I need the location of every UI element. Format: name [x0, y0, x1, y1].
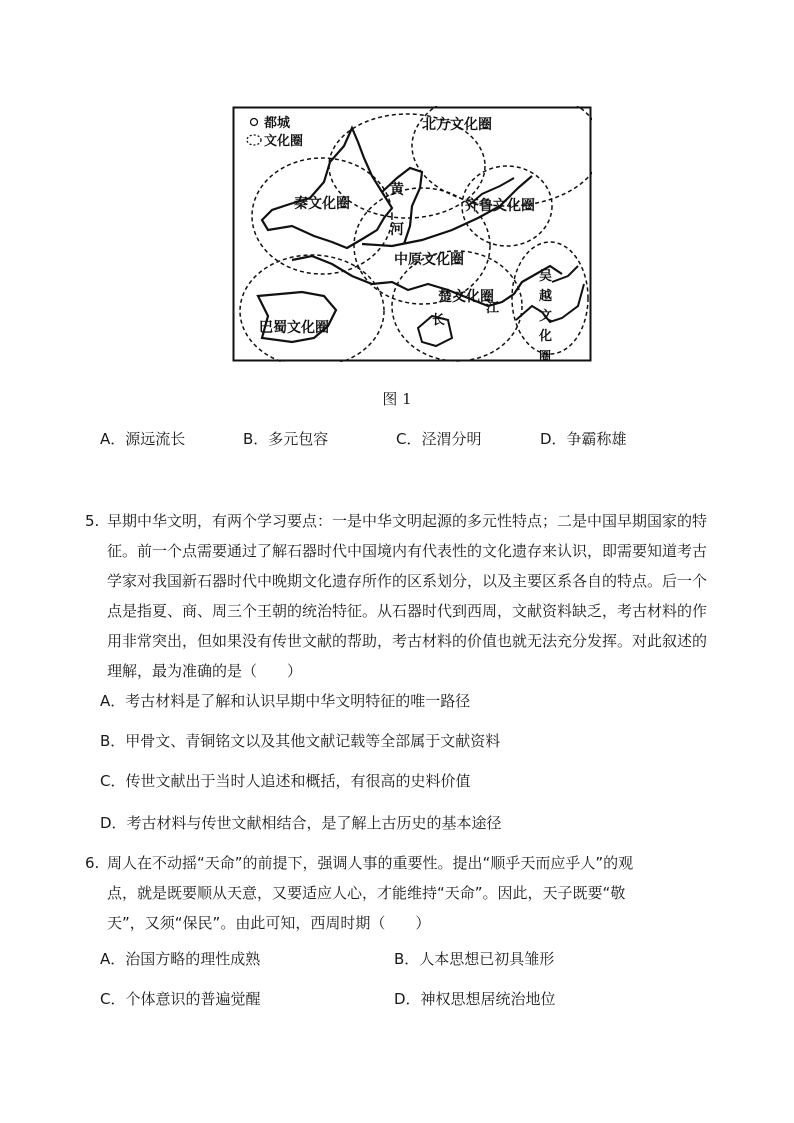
q6-option-d[interactable]: D．神权思想居统治地位: [394, 990, 556, 1008]
label-north: 北方文化圈: [422, 117, 492, 133]
q5-option-b[interactable]: B．甲骨文、青铜铭文以及其他文献记载等全部属于文献资料: [100, 732, 501, 750]
q4-option-d[interactable]: D．争霸称雄: [540, 430, 627, 448]
capital-legend-icon: [251, 119, 258, 126]
q5-line-3: 学家对我国新石器时代中晚期文化遗存所作的区系划分，以及主要区系各自的特点。后一个: [107, 572, 708, 590]
q5-option-a[interactable]: A．考古材料是了解和认识早期中华文明特征的唯一路径: [100, 692, 471, 710]
label-he: 河: [390, 222, 404, 238]
legend-circle: 文化圈: [264, 134, 304, 149]
question-6: [85, 848, 707, 938]
figure-caption: 图 1: [382, 390, 412, 408]
circle-bashu: [240, 255, 384, 362]
legend-capital: 都城: [264, 116, 291, 131]
q4-option-a[interactable]: A．源远流长: [100, 430, 186, 448]
q6-line-3: 天”，又须“保民”。由此可知，西周时期（ ）: [107, 914, 431, 932]
q5-line-4: 点是指夏、商、周三个王朝的统治特征。从石器时代到西周，文献资料缺乏，考古材料的作: [107, 602, 708, 620]
label-jiang: 江: [486, 301, 500, 316]
label-chang: 长: [432, 313, 446, 328]
q5-option-d[interactable]: D．考古材料与传世文献相结合，是了解上古历史的基本途径: [100, 814, 502, 832]
label-bashu: 巴蜀文化圈: [259, 320, 329, 336]
label-zhongyuan: 中原文化圈: [394, 252, 464, 268]
label-qilu: 齐鲁文化圈: [465, 198, 535, 214]
label-qin: 秦文化圈: [294, 196, 350, 212]
label-wuyue-4: 化: [539, 329, 553, 344]
q5-line-5: 用非常突出，但如果没有传世文献的帮助，考古材料的价值也就无法充分发挥。对此叙述的: [107, 632, 708, 650]
label-wuyue-2: 越: [539, 289, 553, 304]
q6-number: 6.: [85, 854, 100, 872]
circle-legend-icon: [247, 135, 261, 145]
q6-option-b[interactable]: B．人本思想已初具雏形: [394, 950, 555, 968]
label-chu: 楚文化圈: [438, 289, 494, 305]
q4-option-b[interactable]: B．多元包容: [243, 430, 329, 448]
q5-option-c[interactable]: C．传世文献出于当时人追述和概括，有很高的史料价值: [100, 772, 471, 790]
q5-line-1: 早期中华文明，有两个学习要点：一是中华文明起源的多元性特点；二是中国早期国家的特: [107, 512, 708, 530]
q5-number: 5.: [85, 512, 100, 530]
label-wuyue-1: 吴: [539, 269, 553, 284]
q4-option-c[interactable]: C．泾渭分明: [396, 430, 482, 448]
q6-option-a[interactable]: A．治国方略的理性成熟: [100, 950, 261, 968]
taihu-coast: [552, 266, 578, 282]
q5-line-6: 理解，最为准确的是（ ）: [107, 662, 303, 680]
q5-line-2: 征。前一个点需要通过了解石器时代中国境内有代表性的文化遗存来认识，即需要知道考古: [107, 542, 708, 560]
culture-map: [232, 106, 592, 362]
label-wuyue-5: 圈: [539, 349, 552, 362]
q6-line-1: 周人在不动摇“天命”的前提下，强调人事的重要性。提出“顺乎天而应乎人”的观: [107, 854, 634, 872]
culture-map-figure: [232, 106, 592, 362]
q4-options: [100, 428, 660, 450]
q6-line-2: 点，就是既要顺从天意，又要适应人心，才能维持“天命”。因此，天子既要“敬: [107, 884, 626, 902]
label-wuyue-3: 文: [539, 309, 553, 324]
label-huang: 黄: [390, 182, 404, 198]
q6-option-c[interactable]: C．个体意识的普遍觉醒: [100, 990, 261, 1008]
question-5: [85, 506, 708, 686]
